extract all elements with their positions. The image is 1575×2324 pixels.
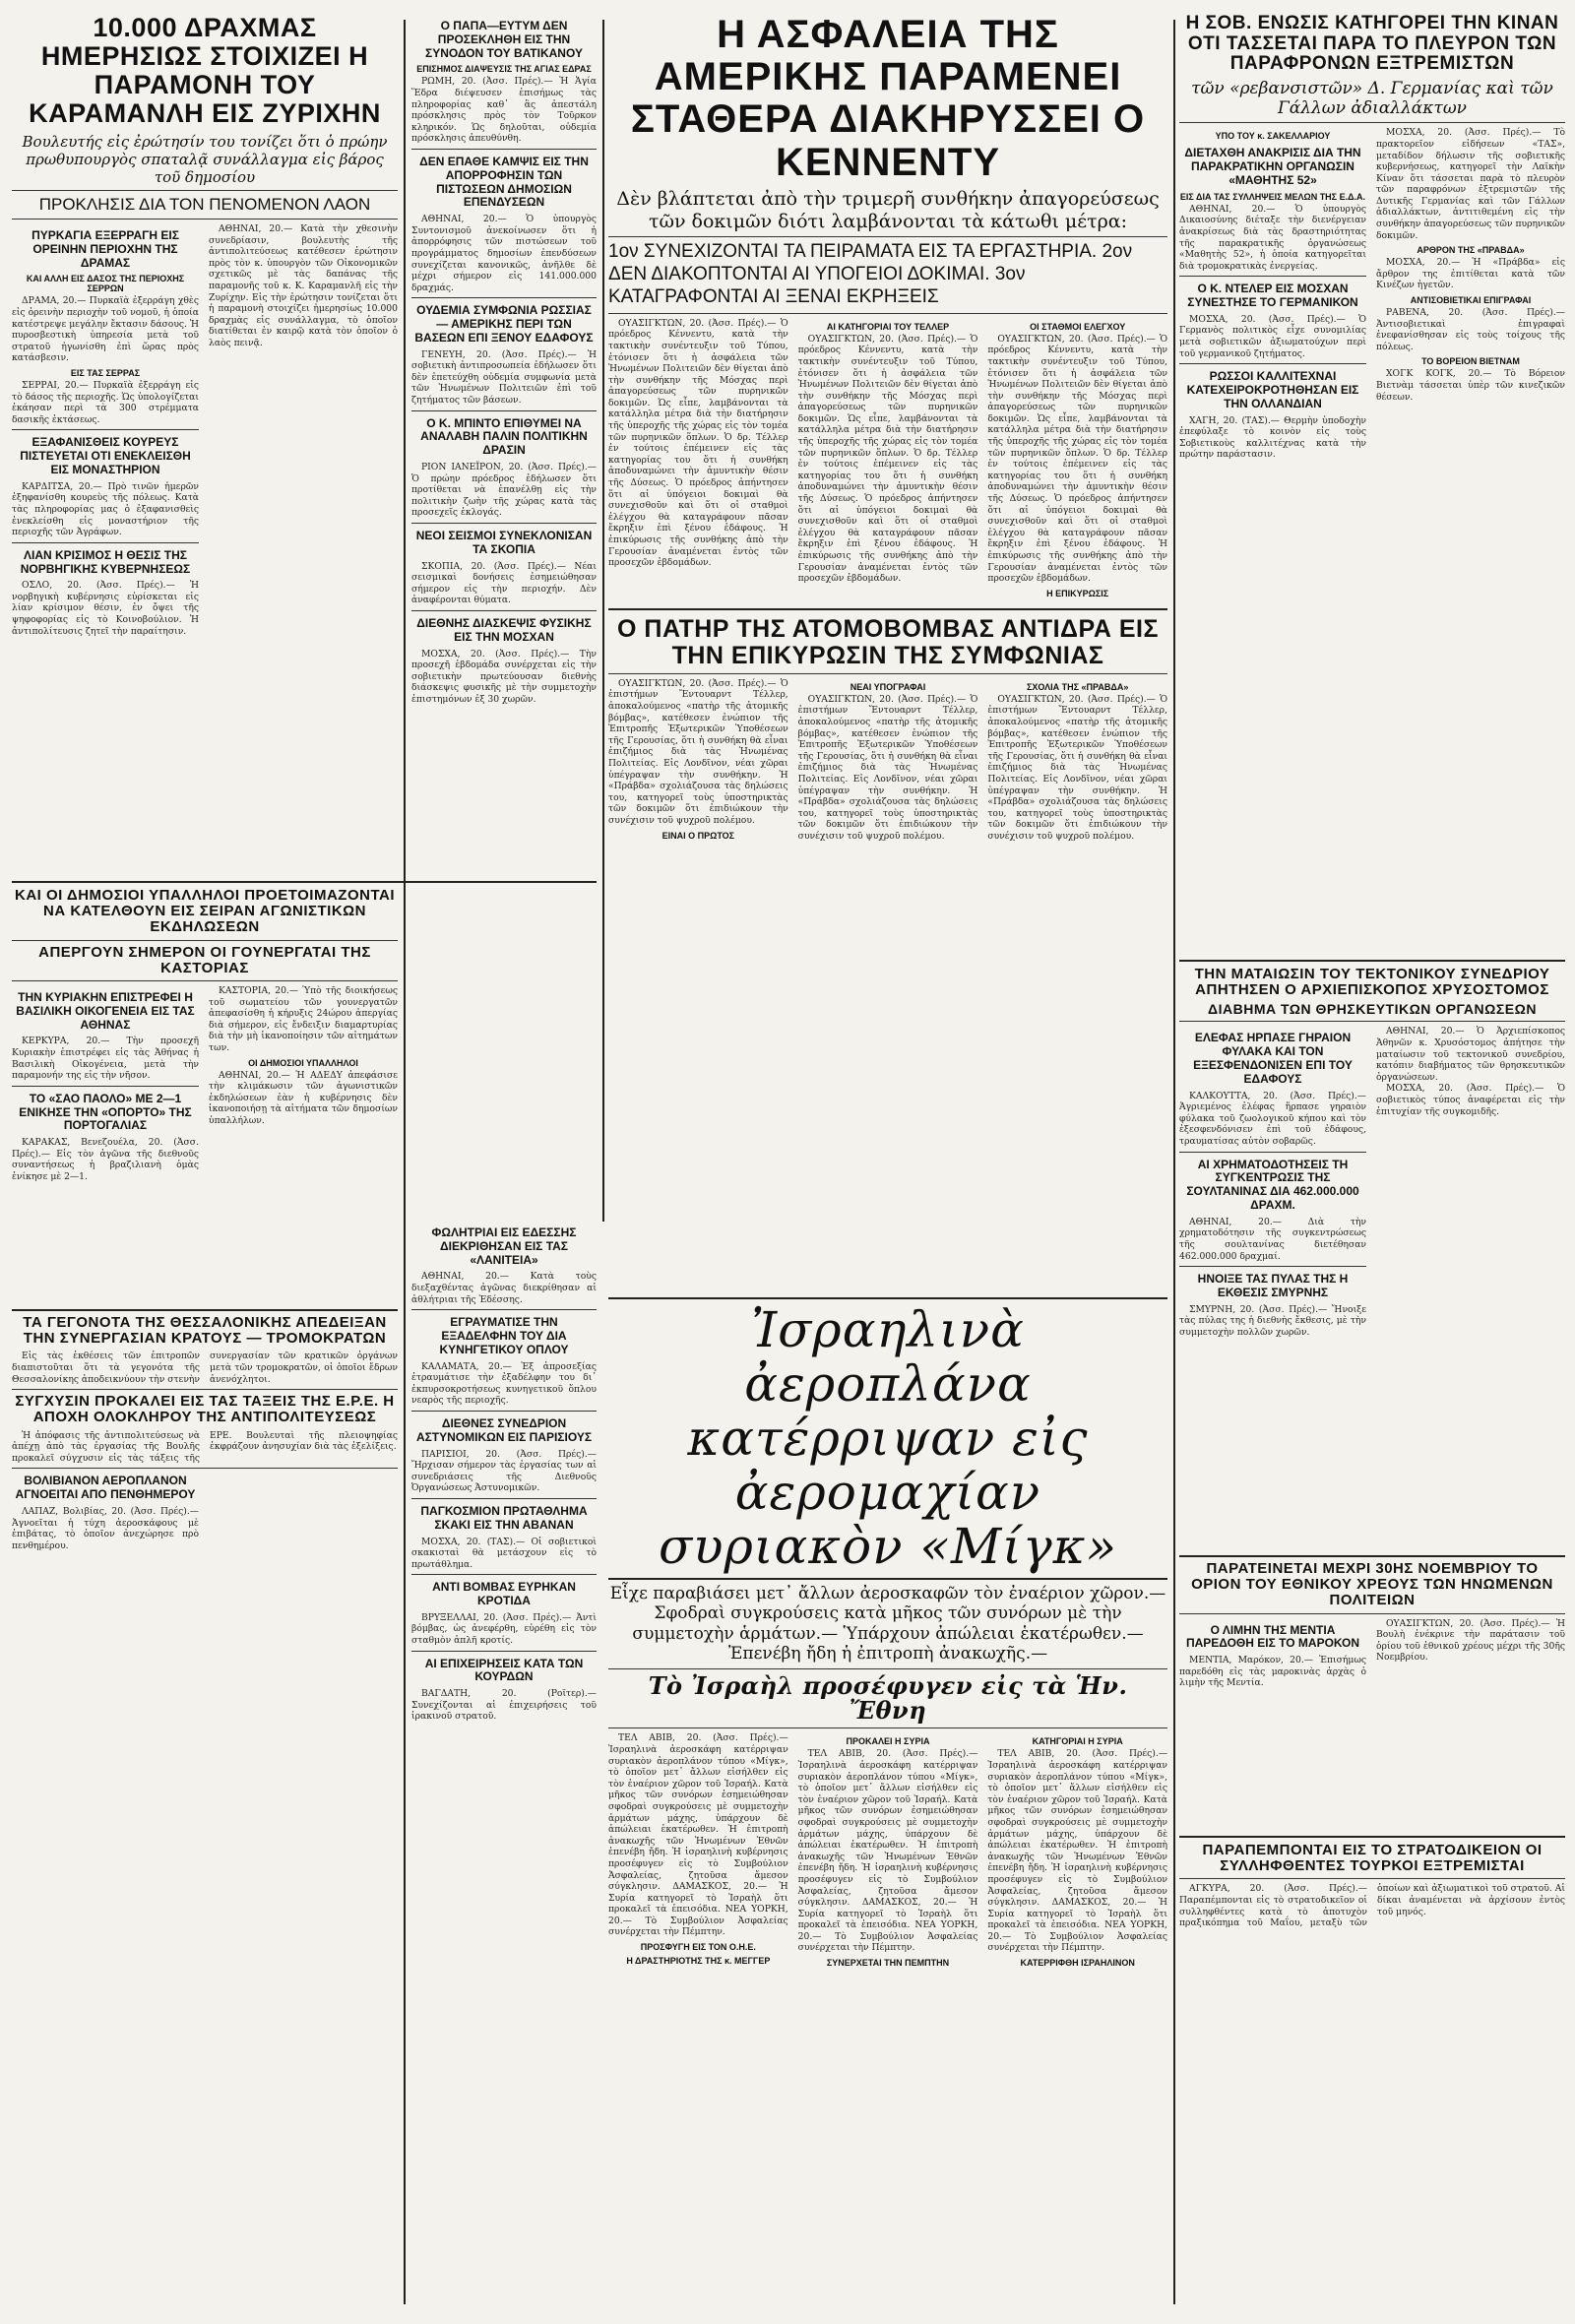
left-column-top bbox=[12, 14, 398, 860]
subheading: ΠΡΟΚΑΛΕΙ Η ΣΥΡΙΑ bbox=[846, 1736, 930, 1747]
subheading: ΚΑΤΗΓΟΡΙΑΙ Η ΣΥΡΙΑ bbox=[1032, 1736, 1123, 1747]
article-body: ΤΕΛ ΑΒΙΒ, 20. (Ἀσσ. Πρές).— Ἰσραηλινὰ ἀεροσκάφη κατέρριψαν συριακὸν ἀεροπλάνον τύπου «Μίγκ», τὸ ὁποῖον μετ᾽ ἄλλων εἰσήλθεν εἰς τὸν ἐναέριον χῶρον τοῦ Ἰσραήλ. Κατὰ μῆκος τῶν συνόρων ἐσημειώθησαν σφοδραὶ συγκρούσεις μὲ συμμετοχὴν ἁρμάτων μάχης, ὑπάρχουν δὲ ἀπώλειαι ἑκατέρωθεν. Ἡ ἐπιτροπὴ ἀνακωχῆς τῶν Ἡνωμένων Ἐθνῶν ἐπενέβη ἤδη. Ἡ ἰσραηλινὴ κυβέρνησις προσέφυγεν εἰς τὸ Συμβούλιον Ἀσφαλείας, ζητοῦσα ἄμεσον σύγκλησιν. ΔΑΜΑΣΚΟΣ, 20.— Ἡ Συρία κατηγορεῖ τὸ Ἰσραὴλ ὅτι προκαλεῖ τὰ ἐπεισόδια. ΝΕΑ ΥΟΡΚΗ, 20.— Τὸ Συμβούλιον Ἀσφαλείας συνέρχεται τὴν Πέμπτην. bbox=[987, 1748, 1167, 1954]
article-body: Ἡ ἀπόφασις τῆς ἀντιπολιτεύσεως νὰ ἀπέχῃ ἀπὸ τὰς ἐργασίας τῆς Βουλῆς προκαλεῖ σύγχυσιν εἰς τὰς τάξεις τῆς ΕΡΕ. Βουλευταὶ τῆς πλειοψηφίας ἐκφράζουν ἀνησυχίαν διὰ τὰς ἐξελίξεις. bbox=[12, 1429, 398, 1464]
banner-headline: ΚΑΙ ΟΙ ΔΗΜΟΣΙΟΙ ΥΠΑΛΛΗΛΟΙ ΠΡΟΕΤΟΙΜΑΖΟΝΤΑΙ ΝΑ ΚΑΤΕΛΘΟΥΝ ΕΙΣ ΣΕΙΡΑΝ ΑΓΩΝΙΣΤΙΚΩΝ ΕΚΔΗΛΩΣΕΩΝ bbox=[14, 888, 395, 936]
headline: Ο Κ. ΜΠΙΝΤΟ ΕΠΙΘΥΜΕΙ ΝΑ ΑΝΑΛΑΒΗ ΠΑΛΙΝ ΠΟΛΙΤΙΚΗΝ ΔΡΑΣΙΝ bbox=[420, 415, 588, 458]
article-body: ΑΘΗΝΑΙ, 20.— Διὰ τὴν χρηματοδότησιν τῆς συγκεντρώσεως τῆς σουλτανίνας διετέθησαν 462.000.000 δραχμαί. bbox=[1179, 1216, 1366, 1262]
deck: Εἶχε παραβιάσει μετ᾽ ἄλλων ἀεροσκαφῶν τὸν ἐναέριον χῶρον.— Σφοδραὶ συγκρούσεις κατὰ μῆκος τῶν συνόρων μὲ τὴν συμμετοχὴν ἁρμάτων.— Ὑπάρχουν ἀπώλειαι ἑκατέρωθεν.— Ἐπενέβη ἤδη ἡ ἐπιτροπὴ ἀνακωχῆς.— bbox=[609, 1584, 1166, 1664]
subheading: ΕΠΙΣΗΜΟΣ ΔΙΑΨΕΥΣΙΣ ΤΗΣ ΑΓΙΑΣ ΕΔΡΑΣ bbox=[416, 64, 592, 75]
article-body: ΟΥΑΣΙΓΚΤΩΝ, 20. (Ἀσσ. Πρές).— Ὁ πρόεδρος Κέννεντυ, κατὰ τὴν τακτικὴν συνέντευξιν τοῦ Τύπου, ἐτόνισεν ὅτι ἡ ἀσφάλεια τῶν Ἡνωμένων Πολιτειῶν δὲν θίγεται ἀπὸ τὴν συνθήκην τῆς Μόσχας περὶ ἀπαγορεύσεως τῶν πυρηνικῶν δοκιμῶν. Ὡς εἶπε, λαμβάνονται τὰ κατάλληλα μέτρα διὰ τὴν διατήρησιν τῆς ὑπεροχῆς τῆς χώρας εἰς τὸν τομέα τῶν πυρηνικῶν ὅπλων. Ὁ δρ. Τέλλερ ἐν τούτοις ἐπέμεινεν εἰς τὰς κατηγορίας του ὅτι ἡ συνθήκη ἀποδυναμώνει τὴν ἀμυντικὴν θέσιν τῆς Δύσεως. Ὁ πρόεδρος ἀπήντησεν ὅτι αἱ ὑπόγειοι δοκιμαὶ θὰ συνεχισθοῦν καὶ ὅτι οἱ σταθμοὶ ἐλέγχου θὰ καταγράφουν πᾶσαν ἔκρηξιν ἐπὶ ξένου ἐδάφους. Ἡ ἐπικύρωσις τῆς συνθήκης ἀπὸ τὴν Γερουσίαν ἀναμένεται ἐντὸς τῶν προσεχῶν ἑβδομάδων. bbox=[797, 333, 978, 585]
article-body: ΟΥΑΣΙΓΚΤΩΝ, 20. (Ἀσσ. Πρές).— Ὁ πρόεδρος Κέννεντυ, κατὰ τὴν τακτικὴν συνέντευξιν τοῦ Τύπου, ἐτόνισεν ὅτι ἡ ἀσφάλεια τῶν Ἡνωμένων Πολιτειῶν δὲν θίγεται ἀπὸ τὴν συνθήκην τῆς Μόσχας περὶ ἀπαγορεύσεως τῶν πυρηνικῶν δοκιμῶν. Ὡς εἶπε, λαμβάνονται τὰ κατάλληλα μέτρα διὰ τὴν διατήρησιν τῆς ὑπεροχῆς τῆς χώρας εἰς τὸν τομέα τῶν πυρηνικῶν ὅπλων. Ὁ δρ. Τέλλερ ἐν τούτοις ἐπέμεινεν εἰς τὰς κατηγορίας του ὅτι ἡ συνθήκη ἀποδυναμώνει τὴν ἀμυντικὴν θέσιν τῆς Δύσεως. Ὁ πρόεδρος ἀπήντησεν ὅτι αἱ ὑπόγειοι δοκιμαὶ θὰ συνεχισθοῦν καὶ ὅτι οἱ σταθμοὶ ἐλέγχου θὰ καταγράφουν πᾶσαν ἔκρηξιν ἐπὶ ξένου ἐδάφους. Ἡ ἐπικύρωσις τῆς συνθήκης ἀπὸ τὴν Γερουσίαν ἀναμένεται ἐντὸς τῶν προσεχῶν ἑβδομάδων. bbox=[987, 333, 1167, 585]
subheading: ΣΥΝΕΡΧΕΤΑΙ ΤΗΝ ΠΕΜΠΤΗΝ bbox=[826, 1958, 950, 1969]
second-column bbox=[411, 14, 597, 1225]
article-body: ΟΣΛΟ, 20. (Ἀσσ. Πρές).— Ἡ νορβηγικὴ κυβέρνησις εὑρίσκεται εἰς λίαν κρίσιμον θέσιν, ἐν ὄψει τῆς ψηφοφορίας εἰς τὸ Κοινοβούλιον. Ἡ ἀντιπολίτευσις ζητεῖ τὴν παραίτησιν. bbox=[12, 580, 199, 637]
subheading: ΤΟ ΒΟΡΕΙΟΝ ΒΙΕΤΝΑΜ bbox=[1421, 356, 1520, 367]
article-body: ΜΟΣΧΑ, 20. (Ἀσσ. Πρές).— Τὴν προσεχῆ ἑβδομάδα συνέρχεται εἰς τὴν σοβιετικὴν πρωτεύουσαν διεθνὴς διάσκεψις φυσικῆς μὲ τὴν συμμετοχὴν ἐπιστημόνων ἐξ 30 χωρῶν. bbox=[411, 648, 597, 705]
headline: 10.000 ΔΡΑΧΜΑΣ ΗΜΕΡΗΣΙΩΣ ΣΤΟΙΧΙΖΕΙ Η ΠΑΡΑΜΟΝΗ ΤΟΥ ΚΑΡΑΜΑΝΛΗ ΕΙΣ ΖΥΡΙΧΗΝ bbox=[29, 14, 381, 129]
center-column bbox=[608, 14, 1167, 1293]
subheading: ΚΑΤΕΡΡΙΦΘΗ ΙΣΡΑΗΛΙΝΟΝ bbox=[1020, 1958, 1135, 1969]
headline: Ο ΠΑΠΑ—ΕΥΤΥΜ ΔΕΝ ΠΡΟΣΕΚΛΗΘΗ ΕΙΣ ΤΗΝ ΣΥΝΟΔΟΝ ΤΟΥ ΒΑΤΙΚΑΝΟΥ bbox=[425, 19, 583, 60]
article-body: ΤΕΛ ΑΒΙΒ, 20. (Ἀσσ. Πρές).— Ἰσραηλινὰ ἀεροσκάφη κατέρριψαν συριακὸν ἀεροπλάνον τύπου «Μίγκ», τὸ ὁποῖον μετ᾽ ἄλλων εἰσήλθεν εἰς τὸν ἐναέριον χῶρον τοῦ Ἰσραήλ. Κατὰ μῆκος τῶν συνόρων ἐσημειώθησαν σφοδραὶ συγκρούσεις μὲ συμμετοχὴν ἁρμάτων μάχης, ὑπάρχουν δὲ ἀπώλειαι ἑκατέρωθεν. Ἡ ἐπιτροπὴ ἀνακωχῆς τῶν Ἡνωμένων Ἐθνῶν ἐπενέβη ἤδη. Ἡ ἰσραηλινὴ κυβέρνησις προσέφυγεν εἰς τὸ Συμβούλιον Ἀσφαλείας, ζητοῦσα ἄμεσον σύγκλησιν. ΔΑΜΑΣΚΟΣ, 20.— Ἡ Συρία κατηγορεῖ τὸ Ἰσραὴλ ὅτι προκαλεῖ τὰ ἐπεισόδια. ΝΕΑ ΥΟΡΚΗ, 20.— Τὸ Συμβούλιον Ἀσφαλείας συνέρχεται τὴν Πέμπτην. bbox=[797, 1748, 978, 1954]
headline: ΤΟ «ΣΑΟ ΠΑΟΛΟ» ΜΕ 2—1 ΕΝΙΚΗΣΕ ΤΗΝ «ΟΠΟΡΤΟ» ΤΗΣ ΠΟΡΤΟΓΑΛΙΑΣ bbox=[19, 1091, 192, 1133]
article-body: ΚΑΡΑΚΑΣ, Βενεζουέλα, 20. (Ἀσσ. Πρές).— Εἰς τὸν ἀγῶνα τῆς διεθνοῦς συναντήσεως ἡ βραζιλιανὴ ὁμὰς ἐνίκησε μὲ 2—1. bbox=[12, 1137, 199, 1182]
article-body: ΤΕΛ ΑΒΙΒ, 20. (Ἀσσ. Πρές).— Ἰσραηλινὰ ἀεροσκάφη κατέρριψαν συριακὸν ἀεροπλάνον τύπου «Μίγκ», τὸ ὁποῖον μετ᾽ ἄλλων εἰσήλθεν εἰς τὸν ἐναέριον χῶρον τοῦ Ἰσραήλ. Κατὰ μῆκος τῶν συνόρων ἐσημειώθησαν σφοδραὶ συγκρούσεις μὲ συμμετοχὴν ἁρμάτων μάχης, ὑπάρχουν δὲ ἀπώλειαι ἑκατέρωθεν. Ἡ ἐπιτροπὴ ἀνακωχῆς τῶν Ἡνωμένων Ἐθνῶν ἐπενέβη ἤδη. Ἡ ἰσραηλινὴ κυβέρνησις προσέφυγεν εἰς τὸ Συμβούλιον Ἀσφαλείας, ζητοῦσα ἄμεσον σύγκλησιν. ΔΑΜΑΣΚΟΣ, 20.— Ἡ Συρία κατηγορεῖ τὸ Ἰσραὴλ ὅτι προκαλεῖ τὰ ἐπεισόδια. ΝΕΑ ΥΟΡΚΗ, 20.— Τὸ Συμβούλιον Ἀσφαλείας συνέρχεται τὴν Πέμπτην. bbox=[608, 1732, 788, 1938]
article-body: ΜΟΣΧΑ, 20. (ΤΑΣ).— Οἱ σοβιετικοὶ σκακισταὶ θὰ μετάσχουν εἰς τὸ πρωτάθλημα. bbox=[411, 1536, 597, 1570]
section-rule bbox=[1179, 1555, 1565, 1557]
israel-story bbox=[608, 1303, 1167, 2314]
headline: ΦΩΛΗΤΡΙΑΙ ΕΙΣ ΕΔΕΣΣΗΣ ΔΙΕΚΡΙΘΗΣΑΝ ΕΙΣ ΤΑΣ «ΛΑΝΙΤΕΙΑ» bbox=[431, 1225, 577, 1267]
article-body: ΚΑΡΔΙΤΣΑ, 20.— Πρὸ τινῶν ἡμερῶν ἐξηφανίσθη κουρεὺς τῆς πόλεως. Κατὰ τὰς πληροφορίας μας ὁ ἐξαφανισθεὶς ἐνεκλείσθη εἰς μοναστήριον τῆς περιοχῆς τῶν Ἀγράφων. bbox=[12, 480, 199, 538]
second-column-lower bbox=[411, 1221, 597, 2303]
subheading: ΚΑΙ ΑΛΛΗ ΕΙΣ ΔΑΣΟΣ ΤΗΣ ΠΕΡΙΟΧΗΣ ΣΕΡΡΩΝ bbox=[26, 274, 185, 294]
subheading: ΑΝΤΙΣΟΒΙΕΤΙΚΑΙ ΕΠΙΓΡΑΦΑΙ bbox=[1410, 295, 1532, 306]
subheading: ΟΙ ΣΤΑΘΜΟΙ ΕΛΕΓΧΟΥ bbox=[1030, 321, 1126, 332]
article-body: ΜΟΣΧΑ, 20. (Ἀσσ. Πρές).— Ὁ σοβιετικὸς τύπος ἀναφέρεται εἰς τὴν ἐπιτυχίαν τῆς συγκομιδῆς. bbox=[1376, 1083, 1565, 1117]
article-body: ΚΑΣΤΟΡΙΑ, 20.— Ὑπὸ τῆς διοικήσεως τοῦ σωματείου τῶν γουνεργατῶν ἀπεφασίσθη ἡ κήρυξις 24ώρου ἀπεργίας διὰ σήμερον, εἰς ἔνδειξιν διαμαρτυρίας διὰ τὴν μὴ ἱκανοποίησιν τῶν αἰτημάτων των. bbox=[209, 984, 398, 1053]
headline: ΑΝΤΙ ΒΟΜΒΑΣ ΕΥΡΗΚΑΝ ΚΡΟΤΙΔΑ bbox=[432, 1580, 576, 1608]
article-body: ΜΟΣΧΑ, 20. (Ἀσσ. Πρές).— Ὁ Γερμανὸς πολιτικὸς εἶχε συνομιλίας μετὰ σοβιετικῶν ἀξιωματούχων περὶ τοῦ γερμανικοῦ ζητήματος. bbox=[1179, 313, 1366, 359]
headline: Ο Κ. ΝΤΕΛΕΡ ΕΙΣ ΜΟΣΧΑΝ ΣΥΝΕΣΤΗΣΕ ΤΟ ΓΕΡΜΑΝΙΚΟΝ bbox=[1187, 282, 1358, 310]
article-body: ΓΕΝΕΥΗ, 20. (Ἀσσ. Πρές).— Ἡ σοβιετικὴ ἀντιπροσωπεία ἐδήλωσεν ὅτι δὲν ἐπετεύχθη οὐδεμία συμφωνία μετὰ τῶν Ἡνωμένων Πολιτειῶν ἐπὶ τοῦ ζητήματος τῶν βάσεων. bbox=[411, 348, 597, 407]
article-body: ΑΘΗΝΑΙ, 20.— Ὁ Ἀρχιεπίσκοπος Ἀθηνῶν κ. Χρυσόστομος ἀπήτησε τὴν ματαίωσιν τοῦ τεκτονικοῦ συνεδρίου, κατόπιν διαβήματος τῶν θρησκευτικῶν ὀργανώσεων. bbox=[1376, 1026, 1565, 1083]
headline: ΔΕΝ ΕΠΑΘΕ ΚΑΜΨΙΣ ΕΙΣ ΤΗΝ ΑΠΟΡΡΟΦΗΣΙΝ ΤΩΝ ΠΙΣΤΩΣΕΩΝ ΔΗΜΟΣΙΩΝ ΕΠΕΝΔΥΣΕΩΝ bbox=[419, 154, 589, 210]
kicker: 1ον ΣΥΝΕΧΙΖΟΝΤΑΙ ΤΑ ΠΕΙΡΑΜΑΤΑ ΕΙΣ ΤΑ ΕΡΓΑΣΤΗΡΙΑ. 2ον ΔΕΝ ΔΙΑΚΟΠΤΟΝΤΑΙ ΑΙ ΥΠΟΓΕΙΟΙ ΔΟΚΙΜΑΙ. 3ον ΚΑΤΑΓΡΑΦΟΝΤΑΙ ΑΙ ΞΕΝΑΙ ΕΚΡΗΞΕΙΣ bbox=[608, 241, 1133, 307]
article-body: ΧΑΓΗ, 20. (ΤΑΣ).— Θερμὴν ὑποδοχὴν ἐπεφύλαξε τὸ κοινὸν εἰς τοὺς Σοβιετικοὺς καλλιτέχνας κατὰ τὴν πρώτην παράστασιν. bbox=[1179, 414, 1366, 461]
headline: ΕΞΑΦΑΝΙΣΘΕΙΣ ΚΟΥΡΕΥΣ ΠΙΣΤΕΥΕΤΑΙ ΟΤΙ ΕΝΕΚΛΕΙΣΘΗ ΕΙΣ ΜΟΝΑΣΤΗΡΙΟΝ bbox=[20, 435, 191, 476]
right-column-bottom bbox=[1179, 1843, 1565, 2315]
headline: Ο ΠΑΤΗΡ ΤΗΣ ΑΤΟΜΟΒΟΜΒΑΣ ΑΝΤΙΔΡΑ ΕΙΣ ΤΗΝ ΕΠΙΚΥΡΩΣΙΝ ΤΗΣ ΣΥΜΦΩΝΙΑΣ bbox=[617, 614, 1159, 669]
section-rule bbox=[608, 1297, 1167, 1299]
article-body: ΚΑΛΚΟΥΤΤΑ, 20. (Ἀσσ. Πρές).— Ἀγριεμένος ἐλέφας ἥρπασε γηραιὸν φύλακα τοῦ ζωολογικοῦ κήπου καὶ τὸν ἐξεσφενδόνισεν ἐπὶ τοῦ ἐδάφους, τραυματίσας αὐτὸν σοβαρῶς. bbox=[1179, 1090, 1366, 1148]
divider bbox=[12, 219, 398, 220]
headline: ΠΥΡΚΑΓΙΑ ΕΞΕΡΡΑΓΗ ΕΙΣ ΟΡΕΙΝΗΝ ΠΕΡΙΟΧΗΝ ΤΗΣ ΔΡΑΜΑΣ bbox=[32, 228, 179, 270]
deck: Δὲν βλάπτεται ἀπὸ τὴν τριμερῆ συνθήκην ἀπαγορεύσεως τῶν δοκιμῶν διότι λαμβάνονται τὰ κάτωθι μέτρα: bbox=[616, 187, 1160, 232]
article-body: ΒΡΥΞΕΛΛΑΙ, 20. (Ἀσσ. Πρές).— Ἀντὶ βόμβας, ὡς ἀνεφέρθη, εὑρέθη εἰς τὸν σταθμὸν ἁπλῆ κροτίς. bbox=[411, 1611, 597, 1647]
banner-headline: ΑΠΕΡΓΟΥΝ ΣΗΜΕΡΟΝ ΟΙ ΓΟΥΝΕΡΓΑΤΑΙ ΤΗΣ ΚΑΣΤΟΡΙΑΣ bbox=[38, 943, 371, 976]
article-body: ΟΥΑΣΙΓΚΤΩΝ, 20. (Ἀσσ. Πρές).— Ἡ Βουλὴ ἐνέκρινε τὴν παράτασιν τοῦ ὁρίου τοῦ ἐθνικοῦ χρέους μέχρι τῆς 30ῆς Νοεμβρίου. bbox=[1376, 1617, 1565, 1664]
headline: ΒΟΛΙΒΙΑΝΟΝ ΑΕΡΟΠΛΑΝΟΝ ΑΓΝΟΕΙΤΑΙ ΑΠΟ ΠΕΝΘΗΜΕΡΟΥ bbox=[15, 1474, 196, 1502]
subheading: ΣΧΟΛΙΑ ΤΗΣ «ΠΡΑΒΔΑ» bbox=[1026, 681, 1129, 692]
subheading: Η ΔΡΑΣΤΗΡΙΟΤΗΣ ΤΗΣ κ. ΜΕΓΓΕΡ bbox=[626, 1956, 771, 1967]
article-body: ΟΥΑΣΙΓΚΤΩΝ, 20. (Ἀσσ. Πρές).— Ὁ ἐπιστήμων Ἔντουαρντ Τέλλερ, ἀποκαλούμενος «πατὴρ τῆς ἀτομικῆς βόμβας», κατέθεσεν ἐνώπιον τῆς Ἐπιτροπῆς Ἐξωτερικῶν Ὑποθέσεων τῆς Γερουσίας, ὅτι ἡ συνθήκη θὰ εἶναι ἐπιζήμιος διὰ τὰς Ἡνωμένας Πολιτείας. Εἰς Λονδῖνον, νέαι χῶραι ὑπέγραψαν τὴν συνθήκην. Ἡ «Πράβδα» σχολιάζουσα τὰς δηλώσεις του, κατηγορεῖ τοὺς ὑποστηρικτὰς τῶν δοκιμῶν ὅτι ἐπιδιώκουν τὴν συνέχισιν τοῦ ψυχροῦ πολέμου. bbox=[797, 693, 978, 842]
article-body: ΟΥΑΣΙΓΚΤΩΝ, 20. (Ἀσσ. Πρές).— Ὁ πρόεδρος Κέννεντυ, κατὰ τὴν τακτικὴν συνέντευξιν τοῦ Τύπου, ἐτόνισεν ὅτι ἡ ἀσφάλεια τῶν Ἡνωμένων Πολιτειῶν δὲν θίγεται ἀπὸ τὴν συνθήκην τῆς Μόσχας περὶ ἀπαγορεύσεως τῶν πυρηνικῶν δοκιμῶν. Ὡς εἶπε, λαμβάνονται τὰ κατάλληλα μέτρα διὰ τὴν διατήρησιν τῆς ὑπεροχῆς τῆς χώρας εἰς τὸν τομέα τῶν πυρηνικῶν ὅπλων. Ὁ δρ. Τέλλερ ἐν τούτοις ἐπέμεινεν εἰς τὰς κατηγορίας του ὅτι ἡ συνθήκη ἀποδυναμώνει τὴν ἀμυντικὴν θέσιν τῆς Δύσεως. Ὁ πρόεδρος ἀπήντησεν ὅτι αἱ ὑπόγειοι δοκιμαὶ θὰ συνεχισθοῦν καὶ ὅτι οἱ σταθμοὶ ἐλέγχου θὰ καταγράφουν πᾶσαν ἔκρηξιν ἐπὶ ξένου ἐδάφους. Ἡ ἐπικύρωσις τῆς συνθήκης ἀπὸ τὴν Γερουσίαν ἀναμένεται ἐντὸς τῶν προσεχῶν ἑβδομάδων. bbox=[608, 317, 788, 569]
left-column-bottom bbox=[12, 1315, 398, 2314]
article-body: ΡΑΒΕΝΑ, 20. (Ἀσσ. Πρές).— Ἀντισοβιετικαὶ ἐπιγραφαὶ ἐνεφανίσθησαν εἰς τοὺς τοίχους τῆς πόλεως. bbox=[1376, 307, 1565, 352]
divider bbox=[12, 190, 398, 191]
headline: ΤΗΝ ΚΥΡΙΑΚΗΝ ΕΠΙΣΤΡΕΦΕΙ Η ΒΑΣΙΛΙΚΗ ΟΙΚΟΓΕΝΕΙΑ ΕΙΣ ΤΑΣ ΑΘΗΝΑΣ bbox=[16, 989, 195, 1032]
article-body: ΑΓΚΥΡΑ, 20. (Ἀσσ. Πρές).— Παραπέμπονται εἰς τὸ στρατοδικεῖον οἱ συλληφθέντες κατὰ τὸ ἀποτυχὸν πραξικόπημα τοῦ Μαΐου, μεταξὺ τῶν ὁποίων καὶ ἀξιωματικοὶ τοῦ στρατοῦ. Αἱ δίκαι ἀναμένεται νὰ ἀρχίσουν ἐντὸς τοῦ μηνός. bbox=[1179, 1883, 1565, 1929]
section-rule bbox=[12, 1309, 398, 1311]
subheading: ΕΙΝΑΙ Ο ΠΡΩΤΟΣ bbox=[662, 830, 735, 841]
subheading: ΝΕΑΙ ΥΠΟΓΡΑΦΑΙ bbox=[850, 681, 926, 692]
article-body: ΧΟΓΚ ΚΟΓΚ, 20.— Τὸ Βόρειον Βιετνὰμ τάσσεται ὑπὲρ τῶν κινεζικῶν θέσεων. bbox=[1376, 368, 1565, 403]
banner-headline: ΠΑΡΑΤΕΙΝΕΤΑΙ ΜΕΧΡΙ 30ΗΣ ΝΟΕΜΒΡΙΟΥ ΤΟ ΟΡΙΟΝ ΤΟΥ ΕΘΝΙΚΟΥ ΧΡΕΟΥΣ ΤΩΝ ΗΝΩΜΕΝΩΝ ΠΟΛΙΤΕΙΩΝ bbox=[1191, 1561, 1553, 1609]
headline: Η ΣΟΒ. ΕΝΩΣΙΣ ΚΑΤΗΓΟΡΕΙ ΤΗΝ ΚΙΝΑΝ ΟΤΙ ΤΑΣΣΕΤΑΙ ΠΑΡΑ ΤΟ ΠΛΕΥΡΟΝ ΤΩΝ ΠΑΡΑΦΡΟΝΩΝ ΕΞΤΡΕΜΙΣΤΩΝ bbox=[1185, 14, 1559, 75]
deck: τῶν «ρεβανσιστῶν» Δ. Γερμανίας καὶ τῶν Γάλλων ἀδιαλλάκτων bbox=[1191, 78, 1553, 118]
subheading: ΥΠΟ ΤΟΥ κ. ΣΑΚΕΛΛΑΡΙΟΥ bbox=[1215, 131, 1331, 142]
headline: Ἰσραηλινὰ ἀεροπλάνα κατέρριψαν εἰς ἀερομαχίαν συριακὸν «Μίγκ» bbox=[658, 1303, 1118, 1575]
headline: ΗΝΟΙΞΕ ΤΑΣ ΠΥΛΑΣ ΤΗΣ Η ΕΚΘΕΣΙΣ ΣΜΥΡΝΗΣ bbox=[1197, 1272, 1349, 1299]
article-body: ΑΘΗΝΑΙ, 20.— Κατὰ τοὺς διεξαχθέντας ἀγῶνας διεκρίθησαν αἱ ἀθλήτριαι τῆς Ἐδέσσης. bbox=[411, 1271, 597, 1305]
subheading: ΕΙΣ ΔΙΑ ΤΑΣ ΣΥΛΛΗΨΕΙΣ ΜΕΛΩΝ ΤΗΣ Ε.Δ.Α. bbox=[1179, 191, 1366, 202]
article-body: ΑΘΗΝΑΙ, 20.— Ἡ ΑΔΕΔΥ ἀπεφάσισε τὴν κλιμάκωσιν τῶν ἀγωνιστικῶν ἐκδηλώσεων ἐὰν ἡ κυβέρνησις δὲν ἱκανοποιήσῃ τὰ αἰτήματα τῶν δημοσίων ὑπαλλήλων. bbox=[209, 1069, 398, 1126]
article-body: ΡΙΟΝ ΙΑΝΕΪΡΟΝ, 20. (Ἀσσ. Πρές).— Ὁ πρώην πρόεδρος ἐδήλωσεν ὅτι προτίθεται νὰ ἐπανέλθῃ εἰς τὴν πολιτικὴν ζωὴν τῆς χώρας κατὰ τὰς προσεχεῖς ἐκλογάς. bbox=[411, 462, 597, 519]
article-body: ΚΕΡΚΥΡΑ, 20.— Τὴν προσεχῆ Κυριακὴν ἐπιστρέφει εἰς τὰς Ἀθήνας ἡ Βασιλικὴ Οἰκογένεια, μετὰ τὴν παραμονήν της εἰς τὴν νῆσον. bbox=[12, 1036, 199, 1082]
subheading: ΠΡΟΣΦΥΓΗ ΕΙΣ ΤΟΝ Ο.Η.Ε. bbox=[640, 1942, 756, 1953]
article-body: ΜΟΣΧΑ, 20. (Ἀσσ. Πρές).— Τὸ πρακτορεῖον εἰδήσεων «ΤΑΣ», μεταδίδον δήλωσιν τῆς σοβιετικῆς κυβερνήσεως, κατηγορεῖ τὴν Λαϊκὴν Κίναν ὅτι τάσσεται παρὰ τὸ πλευρὸν τῶν παραφρόνων ἐξτρεμιστῶν τῆς Δυτικῆς Γερμανίας καὶ τῶν Γάλλων ἀδιαλλάκτων, ἀντιτιθεμένη εἰς τὴν συνθήκην ἀπαγορεύσεως τῶν πυρηνικῶν δοκιμῶν. bbox=[1376, 127, 1565, 241]
article-body: ΟΥΑΣΙΓΚΤΩΝ, 20. (Ἀσσ. Πρές).— Ὁ ἐπιστήμων Ἔντουαρντ Τέλλερ, ἀποκαλούμενος «πατὴρ τῆς ἀτομικῆς βόμβας», κατέθεσεν ἐνώπιον τῆς Ἐπιτροπῆς Ἐξωτερικῶν Ὑποθέσεων τῆς Γερουσίας, ὅτι ἡ συνθήκη θὰ εἶναι ἐπιζήμιος διὰ τὰς Ἡνωμένας Πολιτείας. Εἰς Λονδῖνον, νέαι χῶραι ὑπέγραψαν τὴν συνθήκην. Ἡ «Πράβδα» σχολιάζουσα τὰς δηλώσεις του, κατηγορεῖ τοὺς ὑποστηρικτὰς τῶν δοκιμῶν ὅτι ἐπιδιώκουν τὴν συνέχισιν τοῦ ψυχροῦ πολέμου. bbox=[987, 693, 1167, 842]
banner-headline: ΤΑ ΓΕΓΟΝΟΤΑ ΤΗΣ ΘΕΣΣΑΛΟΝΙΚΗΣ ΑΠΕΔΕΙΞΑΝ ΤΗΝ ΣΥΝΕΡΓΑΣΙΑΝ ΚΡΑΤΟΥΣ — ΤΡΟΜΟΚΡΑΤΩΝ bbox=[23, 1315, 387, 1348]
subheading: ΑΡΘΡΟΝ ΤΗΣ «ΠΡΑΒΔΑ» bbox=[1417, 245, 1525, 256]
article-body: ΠΑΡΙΣΙΟΙ, 20. (Ἀσσ. Πρές).— Ἤρχισαν σήμερον τὰς ἐργασίας των αἱ συνεδριάσεις τῆς Διεθνοῦς Ὀργανώσεως Ἀστυνομικῶν. bbox=[411, 1448, 597, 1494]
headline: ΕΛΕΦΑΣ ΗΡΠΑΣΕ ΓΗΡΑΙΟΝ ΦΥΛΑΚΑ ΚΑΙ ΤΟΝ ΕΞΕΣΦΕΝΔΟΝΙΣΕΝ ΕΠΙ ΤΟΥ ΕΔΑΦΟΥΣ bbox=[1193, 1031, 1353, 1086]
main-headline: Η ΑΣΦΑΛΕΙΑ ΤΗΣ ΑΜΕΡΙΚΗΣ ΠΑΡΑΜΕΝΕΙ ΣΤΑΘΕΡΑ ΔΙΑΚΗΡΥΣΣΕΙ Ο ΚΕΝΝΕΝΤΥ bbox=[630, 14, 1146, 184]
headline: ΛΙΑΝ ΚΡΙΣΙΜΟΣ Η ΘΕΣΙΣ ΤΗΣ ΝΟΡΒΗΓΙΚΗΣ ΚΥΒΕΡΝΗΣΕΩΣ bbox=[20, 547, 191, 576]
article-body: ΜΕΝΤΙΑ, Μαρόκον, 20.— Ἐπισήμως παρεδόθη εἰς τὰς μαροκινὰς ἀρχὰς ὁ λιμὴν τῆς Μεντία. bbox=[1179, 1655, 1366, 1689]
section-rule bbox=[12, 881, 597, 883]
subheading: ΕΙΣ ΤΑΣ ΣΕΡΡΑΣ bbox=[70, 367, 141, 378]
column-rule bbox=[404, 20, 406, 2304]
article-body: Εἰς τὰς ἐκθέσεις τῶν ἐπιτροπῶν διαπιστοῦται ὅτι τὰ γεγονότα τῆς Θεσσαλονίκης ἀποδεικνύουν τὴν στενὴν συνεργασίαν τῶν κρατικῶν ὀργάνων μετὰ τῶν τρομοκρατῶν, οἱ ὁποῖοι ἔδρων ἀνενόχλητοι. bbox=[12, 1350, 398, 1385]
right-column-top bbox=[1179, 14, 1565, 959]
article-body: ΔΡΑΜΑ, 20.— Πυρκαϊὰ ἐξερράγη χθὲς εἰς ὀρεινὴν περιοχὴν τοῦ νομοῦ, ἡ ὁποία κατέστρεψε μεγάλην ἔκτασιν δάσους. Ἡ πυροσβεστικὴ ὑπηρεσία μετὰ τοῦ στρατοῦ ἠγωνίσθη ἐπὶ ὥρας πρὸς κατάσβεσιν. bbox=[12, 295, 200, 364]
banner-subheading: ΔΙΑΒΗΜΑ ΤΩΝ ΘΡΗΣΚΕΥΤΙΚΩΝ ΟΡΓΑΝΩΣΕΩΝ bbox=[1208, 1001, 1537, 1018]
subheading: ΑΙ ΚΑΤΗΓΟΡΙΑΙ ΤΟΥ ΤΕΛΛΕΡ bbox=[826, 321, 950, 332]
section-rule bbox=[1179, 960, 1565, 962]
article-body: ΒΑΓΔΑΤΗ, 20. (Ροϊτερ).— Συνεχίζονται αἱ ἐπιχειρήσεις τοῦ ἰρακινοῦ στρατοῦ. bbox=[411, 1688, 597, 1723]
article-body: ΣΚΟΠΙΑ, 20. (Ἀσσ. Πρές).— Νέαι σεισμικαὶ δονήσεις ἐσημειώθησαν σήμερον εἰς τὴν περιοχήν. Δὲν ἀναφέρονται θύματα. bbox=[411, 560, 597, 606]
article-body: ΚΑΛΑΜΑΤΑ, 20.— Ἐξ ἀπροσεξίας ἐτραυμάτισε τὴν ἐξαδέλφην του δι᾽ ἐκπυρσοκροτήσεως κυνηγετικοῦ ὅπλου νεαρὸς τῆς περιοχῆς. bbox=[411, 1360, 597, 1407]
headline: ΑΙ ΧΡΗΜΑΤΟΔΟΤΗΣΕΙΣ ΤΗ ΣΥΓΚΕΝΤΡΩΣΙΣ ΤΗΣ ΣΟΥΛΤΑΝΙΝΑΣ ΔΙΑ 462.000.000 ΔΡΑΧΜ. bbox=[1186, 1157, 1359, 1213]
article-body: ΣΜΥΡΝΗ, 20. (Ἀσσ. Πρές).— Ἤνοιξε τὰς πύλας της ἡ διεθνὴς ἔκθεσις, μὲ τὴν συμμετοχὴν πολλῶν χωρῶν. bbox=[1179, 1303, 1366, 1338]
article-body: ΜΟΣΧΑ, 20.— Ἡ «Πράβδα» εἰς ἄρθρον της ἐπιτίθεται κατὰ τῶν Κινέζων ἡγετῶν. bbox=[1376, 257, 1565, 291]
headline: ΔΙΕΤΑΧΘΗ ΑΝΑΚΡΙΣΙΣ ΔΙΑ ΤΗΝ ΠΑΡΑΚΡΑΤΙΚΗΝ ΟΡΓΑΝΩΣΙΝ «ΜΑΘΗΤΗΣ 52» bbox=[1184, 146, 1361, 187]
headline: ΠΑΓΚΟΣΜΙΟΝ ΠΡΩΤΑΘΛΗΜΑ ΣΚΑΚΙ ΕΙΣ ΤΗΝ ΑΒΑΝΑΝ bbox=[420, 1503, 588, 1532]
article-body: ΑΘΗΝΑΙ, 20.— Ὁ ὑπουργὸς Συντονισμοῦ ἀνεκοίνωσεν ὅτι ἡ ἀπορρόφησις τῶν πιστώσεων τοῦ προγράμματος δημοσίων ἐπενδύσεων συνεχίζεται κανονικῶς, ἀνῆλθε δὲ μέχρι σήμερον εἰς 141.000.000 δραχμάς. bbox=[411, 214, 597, 293]
subheading: ΟΙ ΔΗΜΟΣΙΟΙ ΥΠΑΛΛΗΛΟΙ bbox=[248, 1057, 358, 1068]
banner-headline: ΣΥΓΧΥΣΙΝ ΠΡΟΚΑΛΕΙ ΕΙΣ ΤΑΣ ΤΑΞΕΙΣ ΤΗΣ Ε.Ρ.Ε. Η ΑΠΟΧΗ ΟΛΟΚΛΗΡΟΥ ΤΗΣ ΑΝΤΙΠΟΛΙΤΕΥΣΕΩΣ bbox=[15, 1393, 395, 1426]
headline: ΡΩΣΣΟΙ ΚΑΛΛΙΤΕΧΝΑΙ ΚΑΤΕΧΕΙΡΟΚΡΟΤΗΘΗΣΑΝ ΕΙΣ ΤΗΝ ΟΛΛΑΝΔΙΑΝ bbox=[1186, 369, 1359, 410]
article-body: ΑΘΗΝΑΙ, 20.— Κατὰ τὴν χθεσινὴν συνεδρίασιν, βουλευτὴς τῆς ἀντιπολιτεύσεως κατέθεσεν ἐρώτησιν πρὸς τὸν κ. ὑπουργὸν τῶν Οἰκονομικῶν σχετικῶς μὲ τὰς δαπάνας τῆς παραμονῆς τοῦ κ. Κ. Καραμανλῆ εἰς τὴν Ζυρίχην. Εἰς τὴν ἐρώτησιν τονίζεται ὅτι ἡ παραμονὴ στοιχίζει ἡμερησίως 10.000 δραχμὰς εἰς συνάλλαγμα, τὸ ὁποῖον διατίθεται ἐν καιρῷ κατὰ τὸν ὁποῖον ὁ λαὸς πεινᾷ. bbox=[209, 223, 398, 348]
headline: ΑΙ ΕΠΙΧΕΙΡΗΣΕΙΣ ΚΑΤΑ ΤΩΝ ΚΟΥΡΔΩΝ bbox=[424, 1656, 584, 1684]
left-column-lower bbox=[12, 888, 398, 1301]
headline: ΟΥΔΕΜΙΑ ΣΥΜΦΩΝΙΑ ΡΩΣΣΙΑΣ — ΑΜΕΡΙΚΗΣ ΠΕΡΙ ΤΩΝ ΒΑΣΕΩΝ ΕΠΙ ΞΕΝΟΥ ΕΔΑΦΟΥΣ bbox=[414, 303, 594, 345]
banner-headline: ΤΗΝ ΜΑΤΑΙΩΣΙΝ ΤΟΥ ΤΕΚΤΟΝΙΚΟΥ ΣΥΝΕΔΡΙΟΥ ΑΠΗΤΗΣΕΝ Ο ΑΡΧΙΕΠΙΣΚΟΠΟΣ ΧΡΥΣΟΣΤΟΜΟΣ bbox=[1194, 967, 1550, 999]
article-body: ΟΥΑΣΙΓΚΤΩΝ, 20. (Ἀσσ. Πρές).— Ὁ ἐπιστήμων Ἔντουαρντ Τέλλερ, ἀποκαλούμενος «πατὴρ τῆς ἀτομικῆς βόμβας», κατέθεσεν ἐνώπιον τῆς Ἐπιτροπῆς Ἐξωτερικῶν Ὑποθέσεων τῆς Γερουσίας, ὅτι ἡ συνθήκη θὰ εἶναι ἐπιζήμιος διὰ τὰς Ἡνωμένας Πολιτείας. Εἰς Λονδῖνον, νέαι χῶραι ὑπέγραψαν τὴν συνθήκην. Ἡ «Πράβδα» σχολιάζουσα τὰς δηλώσεις του, κατηγορεῖ τοὺς ὑποστηρικτὰς τῶν δοκιμῶν ὅτι ἐπιδιώκουν τὴν συνέχισιν τοῦ ψυχροῦ πολέμου. bbox=[608, 677, 788, 826]
right-column-debt bbox=[1179, 1561, 1565, 1827]
right-column-middle bbox=[1179, 967, 1565, 1547]
kicker: Τὸ Ἰσραὴλ προσέφυγεν εἰς τὰ Ἡν. Ἔθνη bbox=[648, 1670, 1128, 1726]
headline: ΝΕΟΙ ΣΕΙΣΜΟΙ ΣΥΝΕΚΛΟΝΙΣΑΝ ΤΑ ΣΚΟΠΙΑ bbox=[415, 529, 593, 556]
column-rule bbox=[602, 20, 604, 1222]
karamanlis-story bbox=[12, 14, 398, 223]
article-body: ΛΑΠΑΖ, Βολιβίας, 20. (Ἀσσ. Πρές).— Ἀγνοεῖται ἡ τύχη ἀεροσκάφους μὲ ἐπιβάτας, τὸ ὁποῖον ἀνεχώρησε πρὸ πενθημέρου. bbox=[12, 1505, 199, 1551]
deck: Βουλευτής εἰς ἐρώτησίν του τονίζει ὅτι ὁ πρώην πρωθυπουργὸς σπαταλᾷ συνάλλαγμα εἰς βάρος τοῦ δημοσίου bbox=[22, 132, 388, 186]
headline: ΔΙΕΘΝΕΣ ΣΥΝΕΔΡΙΟΝ ΑΣΤΥΝΟΜΙΚΩΝ ΕΙΣ ΠΑΡΙΣΙΟΥΣ bbox=[415, 1415, 593, 1444]
article-body: ΣΕΡΡΑΙ, 20.— Πυρκαϊὰ ἐξερράγη εἰς τὸ δάσος τῆς περιοχῆς. Ὡς ὑπολογίζεται ἐκάησαν περὶ τὰ 300 στρέμματα δασικῆς ἐκτάσεως. bbox=[12, 379, 199, 425]
column-rule bbox=[1173, 20, 1175, 2304]
section-rule bbox=[1179, 1836, 1565, 1838]
headline: ΔΙΕΘΝΗΣ ΔΙΑΣΚΕΨΙΣ ΦΥΣΙΚΗΣ ΕΙΣ ΤΗΝ ΜΟΣΧΑΝ bbox=[416, 615, 592, 644]
headline: Ο ΛΙΜΗΝ ΤΗΣ ΜΕΝΤΙΑ ΠΑΡΕΔΟΘΗ ΕΙΣ ΤΟ ΜΑΡΟΚΟΝ bbox=[1185, 1622, 1360, 1651]
headline: ΕΓΡΑΥΜΑΤΙΣΕ ΤΗΝ ΕΞΑΔΕΛΦΗΝ ΤΟΥ ΔΙΑ ΚΥΝΗΓΕΤΙΚΟΥ ΟΠΛΟΥ bbox=[439, 1315, 569, 1356]
kicker: ΠΡΟΚΛΗΣΙΣ ΔΙΑ ΤΟΝ ΠΕΝΟΜΕΝΟΝ ΛΑΟΝ bbox=[38, 194, 371, 214]
banner-headline: ΠΑΡΑΠΕΜΠΟΝΤΑΙ ΕΙΣ ΤΟ ΣΤΡΑΤΟΔΙΚΕΙΟΝ ΟΙ ΣΥΛΛΗΦΘΕΝΤΕΣ ΤΟΥΡΚΟΙ ΕΞΤΡΕΜΙΣΤΑΙ bbox=[1202, 1843, 1543, 1875]
subheading: Η ΕΠΙΚΥΡΩΣΙΣ bbox=[1046, 588, 1109, 598]
article-body: ΡΩΜΗ, 20. (Ἀσσ. Πρές).— Ἡ Ἁγία Ἕδρα διέψευσεν ἐπισήμως τὰς πληροφορίας καθ᾽ ἃς ἀπεστάλη πρόσκλησις πρὸς τὸν Τοῦρκον κληρικόν. Ὡς δηλοῦται, οὐδεμία πρόσκλησις ἀπευθύνθη. bbox=[411, 76, 597, 145]
article-body: ΑΘΗΝΑΙ, 20.— Ὁ ὑπουργὸς Δικαιοσύνης διέταξε τὴν διενέργειαν ἀνακρίσεως διὰ τὰς δραστηριότητας τῆς παρακρατικῆς ὀργανώσεως «Μαθητὴς 52», ἡ ὁποία κατηγορεῖται διὰ τρομοκρατικὰς ἐνεργείας. bbox=[1179, 203, 1366, 272]
